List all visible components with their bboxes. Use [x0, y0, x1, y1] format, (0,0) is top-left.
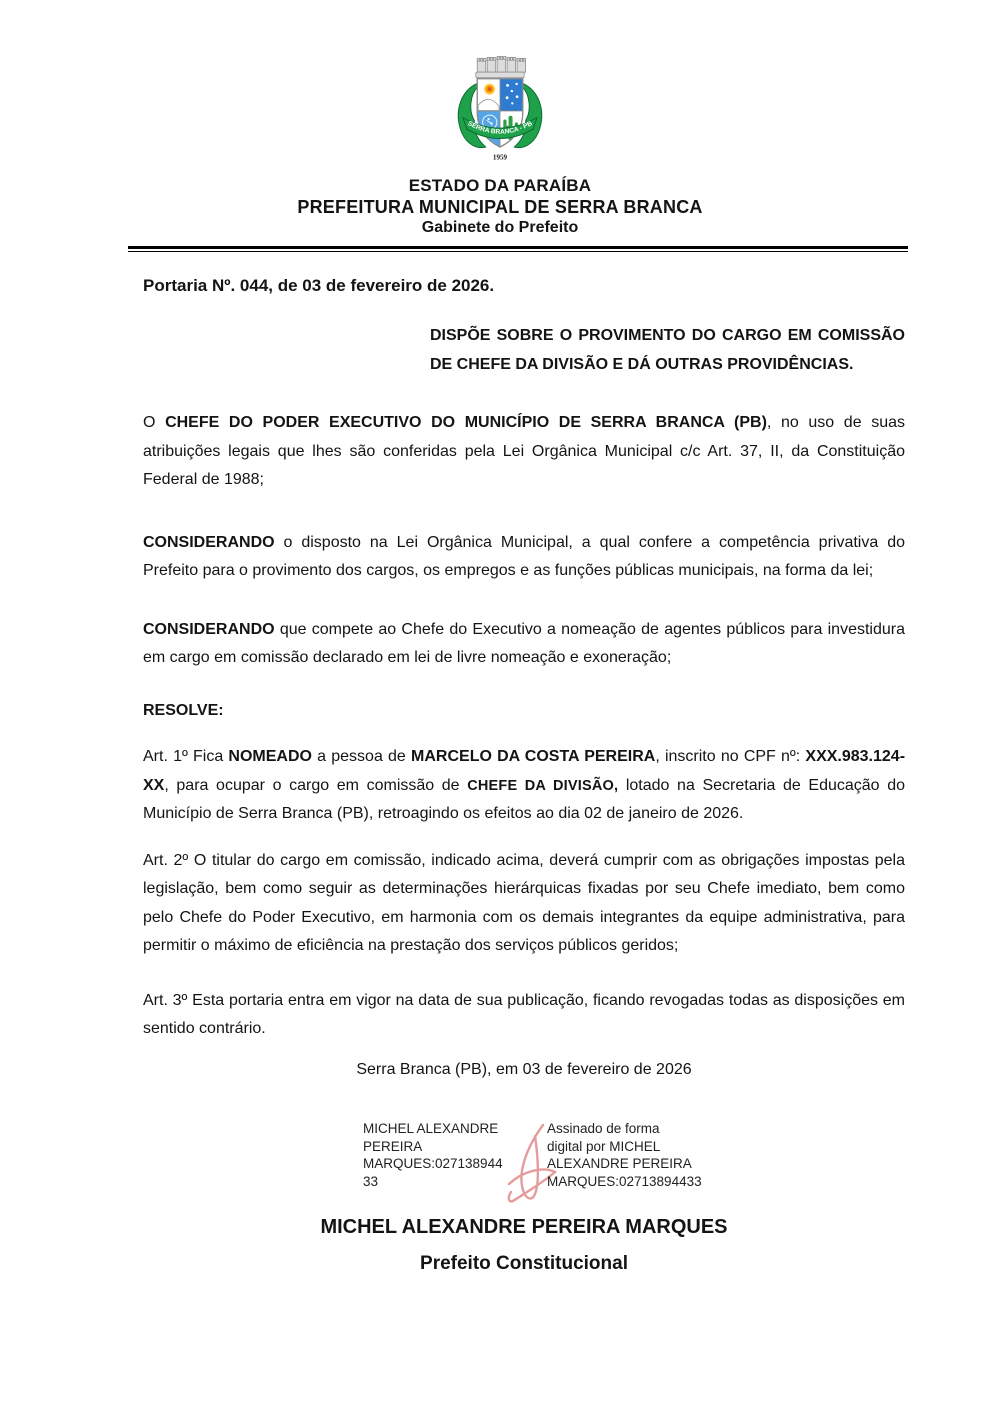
paragraph-considerando-2 — [143, 616, 905, 673]
text-run: , para ocupar o cargo em comissão de — [164, 776, 468, 794]
signer-role: Prefeito Constitucional — [420, 1253, 628, 1274]
letterhead — [0, 0, 1000, 238]
signature-attestation-text — [547, 1120, 709, 1190]
signature-attestation-line: digital por MICHEL — [547, 1138, 661, 1154]
document-body — [143, 276, 905, 1275]
text-run: o disposto na Lei Orgânica Municipal, a qual confere a competência privativa do Prefeito para o provimento dos cargos, os empregos e as funções públicas municipais, na forma da lei; — [143, 533, 905, 579]
document-title: Portaria Nº. 044, de 03 de fevereiro de 2026. — [143, 276, 495, 295]
text-run: , inscrito no CPF nº: — [655, 748, 806, 765]
signature-attestation-line: MARQUES:02713894433 — [547, 1173, 702, 1189]
digital-signature-block — [155, 1120, 917, 1208]
text-run: Art. 1º Fica — [143, 748, 229, 765]
text-run: a pessoa de — [311, 748, 412, 765]
coat-of-arms — [447, 55, 553, 167]
signature-certificate-line: 33 — [363, 1173, 379, 1189]
paragraph-art1 — [143, 743, 905, 829]
signature-attestation-line: Assinado de forma — [547, 1121, 660, 1136]
letterhead-municipality: PREFEITURA MUNICIPAL DE SERRA BRANCA — [297, 197, 703, 217]
bold-run: XXX.983.124-XX — [143, 748, 906, 794]
paragraph-preamble — [143, 409, 905, 495]
text-run: , no uso de suas atribuições legais que lhes são conferidas pela Lei Orgânica Municipal c/c Art. 37, II, da Constituição Federal de 1988; — [143, 414, 906, 488]
bold-run: CONSIDERANDO — [143, 533, 275, 551]
bold-run: CHEFE DO PODER EXECUTIVO DO MUNICÍPIO DE SERRA BRANCA (PB) — [165, 414, 767, 431]
crest-year-text: 1959 — [492, 153, 508, 162]
bold-run: CONSIDERANDO — [143, 620, 275, 638]
crest-banner-text: SERRA BRANCA - PB — [466, 120, 534, 136]
paragraph-art2: Art. 2º O titular do cargo em comissão, indicado acima, deverá cumprir com as obrigações impostas pela legislação, bem como seguir as determinações hierárquicas fixadas por seu Chefe imediato, bem como pelo Chefe do Poder Executivo, em harmonia com os demais integrantes da equipe administrativa, para permitir o máximo de eficiência na prestação dos serviços públicos geridos; — [143, 851, 905, 954]
letterhead-office: Gabinete do Prefeito — [421, 219, 579, 236]
text-run: que compete ao Chefe do Executivo a nomeação de agentes públicos para investidura em cargo em comissão declarado em lei de livre nomeação e exoneração; — [143, 620, 905, 666]
paragraph-considerando-1 — [143, 529, 905, 586]
signature-certificate-line: PEREIRA — [363, 1138, 423, 1154]
bold-run: MARCELO DA COSTA PEREIRA — [411, 748, 656, 765]
paragraph-art3: Art. 3º Esta portaria entra em vigor na data de sua publicação, ficando revogadas todas as disposições em sentido contrário. — [143, 991, 905, 1037]
text-run: O — [143, 414, 166, 431]
signature-certificate-text — [363, 1120, 511, 1190]
dateline: Serra Branca (PB), em 03 de fevereiro de 2026 — [356, 1060, 692, 1078]
bold-run: NOMEADO — [228, 748, 312, 765]
paragraph-resolve: RESOLVE: — [143, 701, 224, 719]
signature-attestation-line: ALEXANDRE PEREIRA — [547, 1156, 692, 1171]
text-run: lotado na Secretaria de Educação do Município de Serra Branca (PB), retroagindo os efeitos ao dia 02 de janeiro de 2026. — [143, 776, 905, 822]
bold-run: CHEFE DA DIVISÃO, — [467, 777, 619, 794]
signature-certificate-line: MARQUES:027138944 — [363, 1156, 503, 1171]
epigraph: DISPÕE SOBRE O PROVIMENTO DO CARGO EM COMISSÃO DE CHEFE DA DIVISÃO E DÁ OUTRAS PROVIDÊNCIAS. — [430, 327, 905, 373]
mural-crown-icon — [476, 56, 526, 77]
header-divider — [128, 246, 908, 252]
letterhead-state: ESTADO DA PARAÍBA — [408, 176, 592, 195]
signer-name: MICHEL ALEXANDRE PEREIRA MARQUES — [320, 1216, 728, 1238]
signature-certificate-line: MICHEL ALEXANDRE — [363, 1121, 499, 1136]
